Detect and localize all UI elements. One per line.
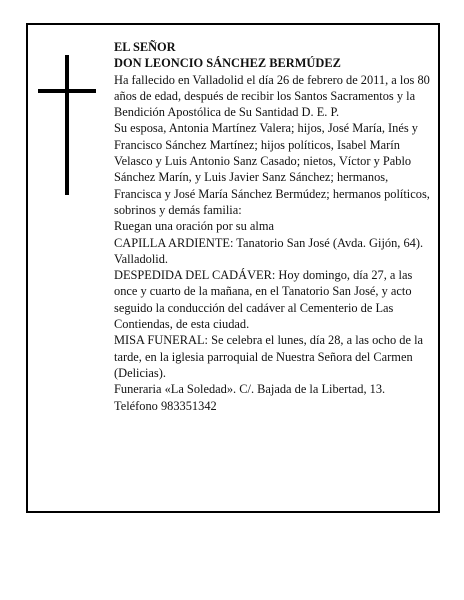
prayer-request: Ruegan una oración por su alma: [114, 219, 274, 234]
deceased-name: DON LEONCIO SÁNCHEZ BERMÚDEZ: [114, 56, 341, 71]
death-announcement: Ha fallecido en Valladolid el día 26 de febrero de 2011, a los 80 años de edad, después de recibir los Santos Sacramentos y la Bendición Apostólica de Su Santidad D. E. P.: [114, 72, 430, 120]
obituary-text: [114, 39, 430, 414]
cross-horizontal-bar: [38, 89, 96, 93]
farewell-info: DESPEDIDA DEL CADÁVER: Hoy domingo, día 27, a las once y cuarto de la mañana, en el Tanatorio San José, y acto seguido la conducción del cadáver al Cementerio de Las Contiendas, de esta ciudad.: [114, 268, 413, 332]
cross-vertical-bar: [65, 55, 69, 195]
family-list: Su esposa, Antonia Martínez Valera; hijos, José María, Inés y Francisco Sánchez Martínez; hijos políticos, Isabel Marín Velasco y Luis Antonio Sanz Casado; nietos, Víctor y Pablo Sánchez Marín, y Luis Javier Sanz Sánchez; hermanos, Francisca y José María Sánchez Bermúdez; hermanos políticos, sobrinos y demás familia:: [114, 121, 430, 217]
cross-icon: [38, 55, 96, 195]
funeral-home-info: Funeraria «La Soledad». C/. Bajada de la Libertad, 13. Teléfono 983351342: [114, 382, 386, 413]
heading-title: EL SEÑOR: [114, 40, 176, 54]
chapel-info: CAPILLA ARDIENTE: Tanatorio San José (Avda. Gijón, 64). Valladolid.: [114, 235, 424, 266]
funeral-mass-info: MISA FUNERAL: Se celebra el lunes, día 28, a las ocho de la tarde, en la iglesia parroquial de Nuestra Señora del Carmen (Delicias).: [114, 333, 424, 380]
